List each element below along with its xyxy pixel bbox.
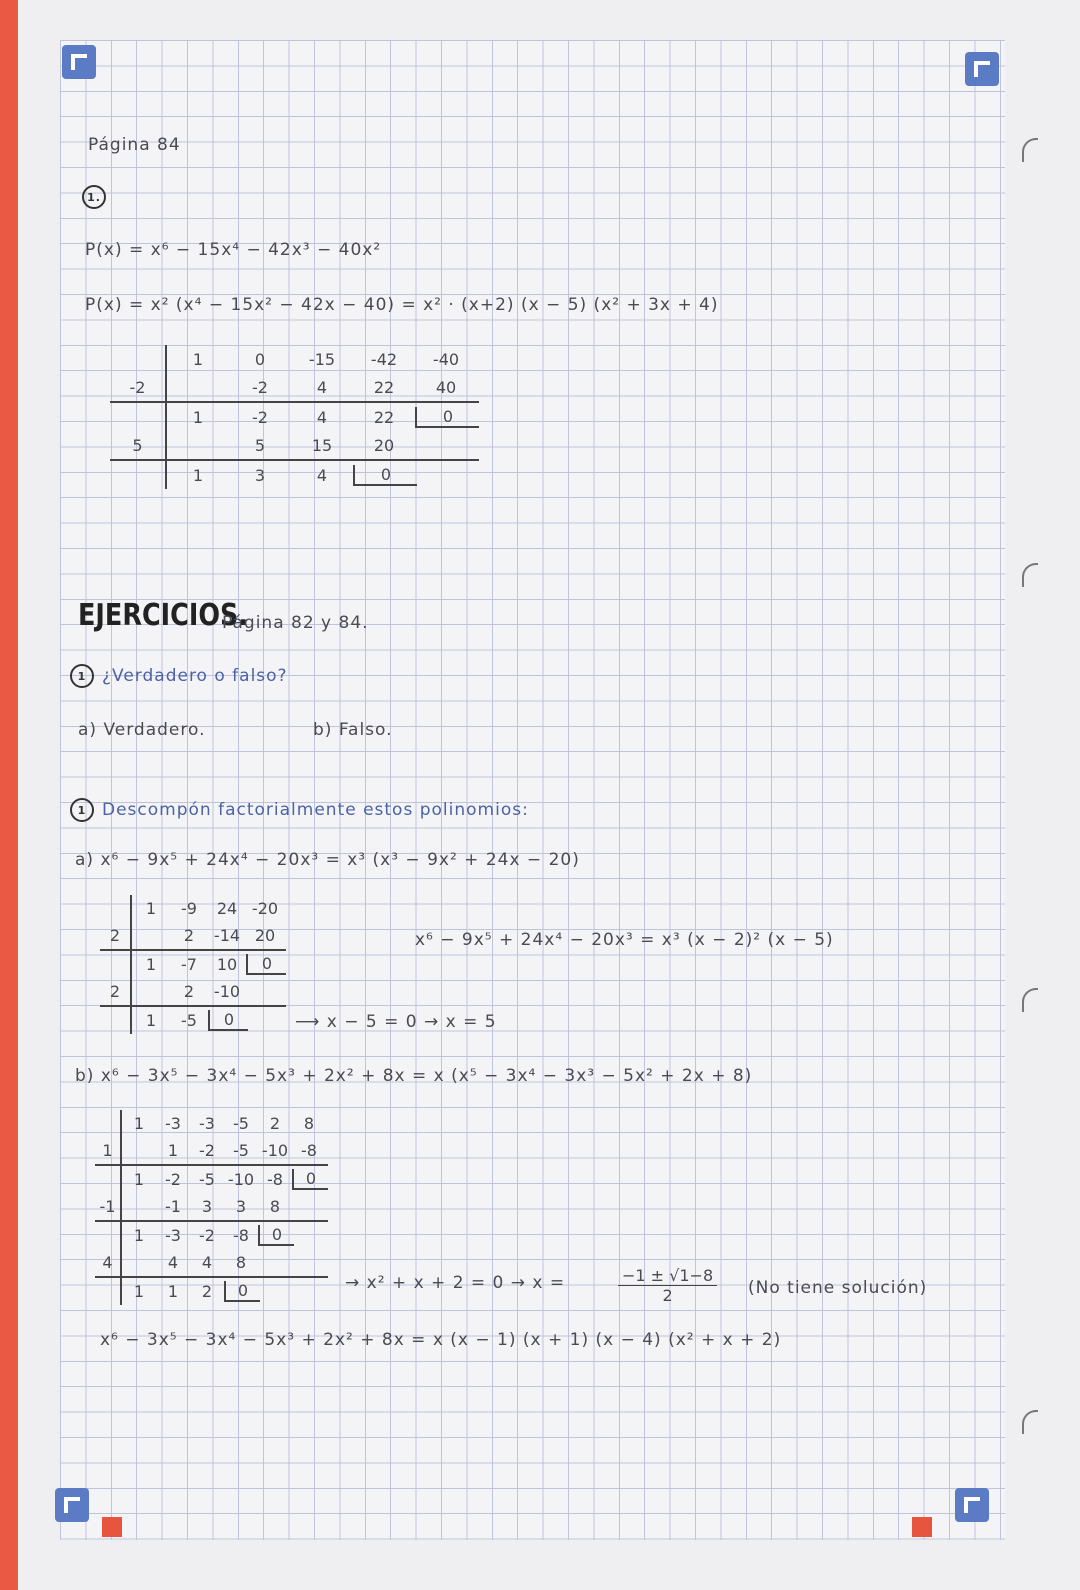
ruffini-divisor (95, 1278, 122, 1305)
ruffini-coefficient: -2 (252, 377, 268, 397)
ruffini-table-a (100, 895, 286, 1034)
ruffini-coefficient: 10 (216, 955, 238, 974)
formula-denominator: 2 (662, 1286, 673, 1305)
ruffini-divisor (100, 895, 132, 922)
ruffini-row (100, 895, 286, 922)
ruffini-row (95, 1110, 328, 1137)
ruffini-coefficient: -3 (165, 1226, 181, 1245)
ruffini-coefficient: 1 (145, 1011, 157, 1030)
grid-paper (60, 40, 1005, 1540)
ruffini-coefficient: 1 (192, 465, 204, 485)
ruffini-row (95, 1276, 328, 1305)
ruffini-row (110, 345, 479, 373)
ruffini-coefficient: 3 (254, 465, 266, 485)
ruffini-row (95, 1137, 328, 1164)
ruffini-coefficient: 8 (303, 1114, 315, 1133)
ruffini-row (95, 1193, 328, 1220)
ruffini-row (110, 373, 479, 401)
polynomial-definition: P(x) = x⁶ − 15x⁴ − 42x³ − 40x² (85, 240, 382, 260)
question-number-circle: 1 (70, 664, 94, 688)
corner-tab-icon (62, 45, 96, 79)
ruffini-row (95, 1249, 328, 1276)
ruffini-coefficient: -5 (199, 1170, 215, 1189)
ruffini-coefficient: -2 (252, 407, 268, 427)
ruffini-divisor (95, 1166, 122, 1193)
ruffini-coefficient: 8 (269, 1197, 281, 1216)
ruffini-row (110, 401, 479, 431)
ruffini-coefficient: 20 (373, 435, 395, 455)
ruffini-table-b (95, 1110, 328, 1305)
ruffini-divisor (110, 403, 167, 431)
ruffini-coefficient: 1 (133, 1226, 145, 1245)
margin-ring-mark (1022, 563, 1038, 587)
ruffini-coefficient: 2 (183, 926, 195, 945)
ruffini-coefficient: 22 (373, 407, 395, 427)
ruffini-coefficient: -42 (370, 349, 398, 369)
red-marker (912, 1517, 932, 1537)
ruffini-coefficient: 1 (133, 1282, 145, 1301)
ruffini-coefficient: -10 (261, 1141, 289, 1160)
section-subtitle: Página 82 y 84. (222, 613, 369, 633)
question-text: Descompón factorialmente estos polinomios: (102, 800, 529, 820)
part-b-result: x⁶ − 3x⁵ − 3x⁴ − 5x³ + 2x² + 8x = x (x − 1) (x + 1) (x − 4) (x² + x + 2) (100, 1330, 782, 1350)
ruffini-divisor (110, 345, 167, 373)
ruffini-coefficient: -5 (181, 1011, 197, 1030)
ruffini-coefficient: 4 (201, 1253, 213, 1272)
corner-tab-icon (965, 52, 999, 86)
ruffini-remainder: 0 (353, 465, 417, 486)
ruffini-table (110, 345, 479, 489)
ruffini-divisor (95, 1110, 122, 1137)
ruffini-coefficient: 4 (167, 1253, 179, 1272)
ruffini-divisor: 5 (110, 431, 167, 459)
ruffini-coefficient: -5 (233, 1141, 249, 1160)
part-a-root: ⟶ x − 5 = 0 → x = 5 (295, 1012, 497, 1032)
exercise-number-circle: 1. (82, 185, 106, 209)
ruffini-coefficient: -3 (199, 1114, 215, 1133)
ruffini-coefficient: 15 (311, 435, 333, 455)
ruffini-row (100, 978, 286, 1005)
ruffini-row (110, 431, 479, 459)
ruffini-divisor: 4 (95, 1249, 122, 1276)
ruffini-coefficient: 4 (316, 407, 328, 427)
ruffini-coefficient: 2 (183, 982, 195, 1001)
section-title: EJERCICIOS. (78, 598, 249, 633)
margin-ring-mark (1022, 988, 1038, 1012)
no-solution-note: (No tiene solución) (748, 1278, 928, 1298)
exercise-number (82, 185, 114, 209)
page-reference: Página 84 (88, 135, 181, 155)
ruffini-coefficient: -3 (165, 1114, 181, 1133)
part-b-quadratic: → x² + x + 2 = 0 → x = (345, 1273, 566, 1293)
ruffini-coefficient: 1 (133, 1170, 145, 1189)
ruffini-coefficient: -2 (199, 1141, 215, 1160)
ruffini-coefficient: -8 (267, 1170, 283, 1189)
question-text: ¿Verdadero o falso? (102, 666, 288, 686)
ruffini-coefficient: 40 (435, 377, 457, 397)
margin-ring-mark (1022, 138, 1038, 162)
red-marker (102, 1517, 122, 1537)
ruffini-coefficient: 3 (201, 1197, 213, 1216)
question-number-circle: 1 (70, 798, 94, 822)
ruffini-coefficient: -2 (165, 1170, 181, 1189)
ruffini-coefficient: -8 (301, 1141, 317, 1160)
answer-b: b) Falso. (313, 720, 393, 740)
corner-tab-icon (55, 1488, 89, 1522)
ruffini-coefficient: -10 (227, 1170, 255, 1189)
ruffini-coefficient: 0 (254, 349, 266, 369)
ruffini-row (110, 459, 479, 489)
part-a-equation: a) x⁶ − 9x⁵ + 24x⁴ − 20x³ = x³ (x³ − 9x² + 24x − 20) (75, 850, 580, 870)
ruffini-divisor (110, 461, 167, 489)
ruffini-row (100, 922, 286, 949)
ruffini-coefficient: -2 (199, 1226, 215, 1245)
ruffini-remainder: 0 (258, 1225, 294, 1246)
ruffini-coefficient: 1 (192, 407, 204, 427)
margin-ring-mark (1022, 1410, 1038, 1434)
ruffini-remainder: 0 (208, 1010, 248, 1031)
ruffini-row (95, 1220, 328, 1249)
ruffini-divisor: 2 (100, 922, 132, 949)
ruffini-coefficient: 1 (145, 955, 157, 974)
formula-numerator: −1 ± √1−8 (618, 1266, 717, 1286)
ruffini-coefficient: -5 (233, 1114, 249, 1133)
ruffini-row (95, 1164, 328, 1193)
ruffini-divisor (100, 1007, 132, 1034)
quadratic-formula (618, 1266, 717, 1305)
question-2 (70, 798, 529, 822)
ruffini-coefficient: -1 (165, 1197, 181, 1216)
ruffini-coefficient: 24 (216, 899, 238, 918)
ruffini-remainder: 0 (415, 407, 479, 428)
ruffini-divisor: -1 (95, 1193, 122, 1220)
ruffini-coefficient: -15 (308, 349, 336, 369)
ruffini-coefficient: -10 (213, 982, 241, 1001)
ruffini-remainder: 0 (224, 1281, 260, 1302)
ruffini-coefficient: 1 (133, 1114, 145, 1133)
part-b-equation: b) x⁶ − 3x⁵ − 3x⁴ − 5x³ + 2x² + 8x = x (x⁵ − 3x⁴ − 3x³ − 5x² + 2x + 8) (75, 1066, 753, 1086)
red-page-edge (0, 0, 18, 1590)
ruffini-coefficient: 1 (167, 1282, 179, 1301)
ruffini-coefficient: -14 (213, 926, 241, 945)
ruffini-divisor: 2 (100, 978, 132, 1005)
ruffini-coefficient: -7 (181, 955, 197, 974)
ruffini-coefficient: 8 (235, 1253, 247, 1272)
question-1 (70, 664, 288, 688)
answer-a: a) Verdadero. (78, 720, 206, 740)
ruffini-coefficient: 2 (269, 1114, 281, 1133)
ruffini-row (100, 1005, 286, 1034)
ruffini-coefficient: 20 (254, 926, 276, 945)
ruffini-remainder: 0 (246, 954, 286, 975)
ruffini-coefficient: -20 (251, 899, 279, 918)
ruffini-coefficient: 4 (316, 465, 328, 485)
ruffini-coefficient: 3 (235, 1197, 247, 1216)
polynomial-factorization: P(x) = x² (x⁴ − 15x² − 42x − 40) = x² · (x+2) (x − 5) (x² + 3x + 4) (85, 295, 719, 315)
ruffini-coefficient: 22 (373, 377, 395, 397)
ruffini-divisor (95, 1222, 122, 1249)
ruffini-divisor (100, 951, 132, 978)
ruffini-coefficient: 5 (254, 435, 266, 455)
ruffini-coefficient: 2 (201, 1282, 213, 1301)
corner-tab-icon (955, 1488, 989, 1522)
ruffini-coefficient: -40 (432, 349, 460, 369)
ruffini-divisor: -2 (110, 373, 167, 401)
ruffini-coefficient: -9 (181, 899, 197, 918)
ruffini-coefficient: 4 (316, 377, 328, 397)
ruffini-coefficient: 1 (167, 1141, 179, 1160)
ruffini-coefficient: -8 (233, 1226, 249, 1245)
ruffini-coefficient: 1 (145, 899, 157, 918)
ruffini-row (100, 949, 286, 978)
ruffini-coefficient: 1 (192, 349, 204, 369)
ruffini-remainder: 0 (292, 1169, 328, 1190)
ruffini-divisor: 1 (95, 1137, 122, 1164)
part-a-result: x⁶ − 9x⁵ + 24x⁴ − 20x³ = x³ (x − 2)² (x − 5) (415, 930, 834, 950)
